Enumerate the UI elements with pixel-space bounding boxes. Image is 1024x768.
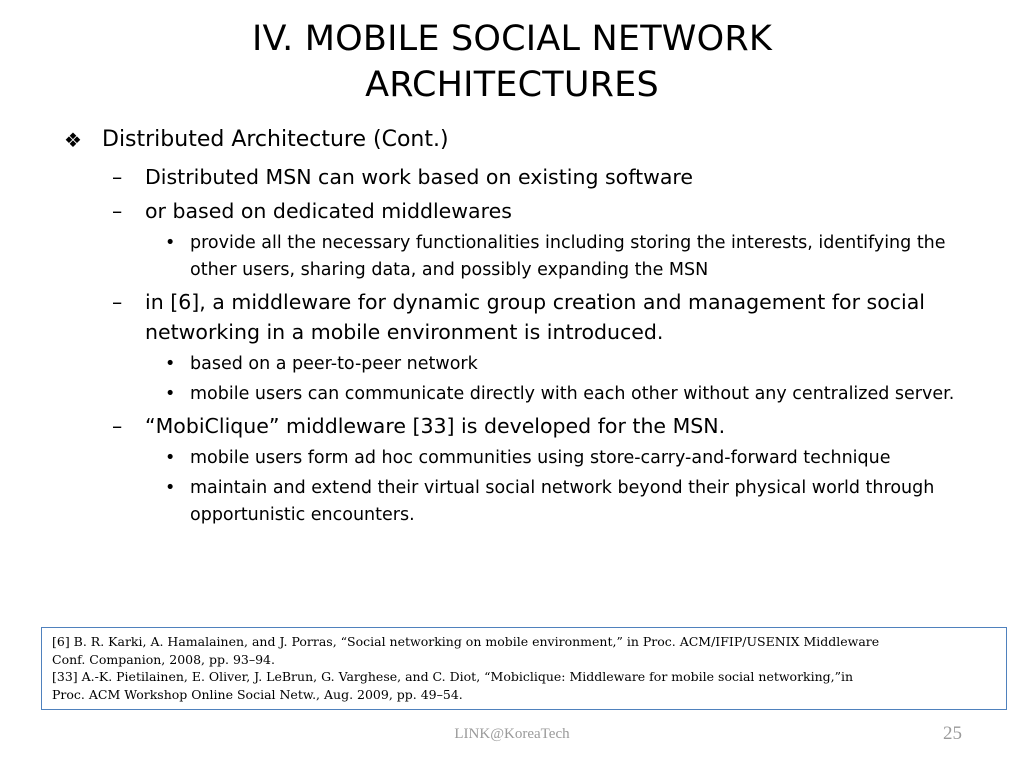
bullet-text: or based on dedicated middlewares: [145, 199, 512, 223]
bullet-text: based on a peer-to-peer network: [190, 354, 478, 374]
references-box: [41, 627, 1007, 710]
reference-6-line-1: [6] B. R. Karki, A. Hamalainen, and J. Porras, “Social networking on mobile environment,” in Proc. ACM/IFIP/USENIX Middleware: [52, 634, 880, 649]
dot-bullet-icon: •: [165, 384, 176, 404]
footer-text: LINK@KoreaTech: [454, 726, 570, 742]
bullet-text: mobile users form ad hoc communities using store-carry-and-forward technique: [190, 448, 891, 468]
bullet-text: provide all the necessary functionalities including storing the interests, identifying the other users, sharing data, and possibly expanding the MSN: [190, 233, 946, 280]
slide-title: [0, 16, 1024, 108]
bullet-list: [62, 124, 982, 532]
bullet-level2: [112, 196, 982, 226]
dot-bullet-icon: •: [165, 478, 176, 498]
dash-bullet-icon: –: [112, 165, 123, 189]
reference-6-line-2: Conf. Companion, 2008, pp. 93–94.: [52, 651, 275, 667]
bullet-text: in [6], a middleware for dynamic group creation and management for social networking in a mobile environment is introduced.: [145, 290, 925, 344]
dash-bullet-icon: –: [112, 414, 123, 438]
dash-bullet-icon: –: [112, 290, 123, 314]
reference-33-line-2: Proc. ACM Workshop Online Social Netw., Aug. 2009, pp. 49–54.: [52, 686, 463, 702]
bullet-text: “MobiClique” middleware [33] is developed for the MSN.: [145, 414, 726, 438]
bullet-text: mobile users can communicate directly with each other without any centralized server.: [190, 384, 955, 404]
diamond-bullet-icon: ❖: [64, 128, 82, 152]
dot-bullet-icon: •: [165, 233, 176, 253]
bullet-level2: [112, 287, 982, 347]
dash-bullet-icon: –: [112, 199, 123, 223]
bullet-level3: [165, 351, 982, 378]
slide-title-line-2: ARCHITECTURES: [365, 65, 659, 105]
page-number: 25: [943, 723, 962, 744]
bullet-text: maintain and extend their virtual social network beyond their physical world through opportunistic encounters.: [190, 478, 935, 525]
bullet-level3: [165, 475, 982, 529]
bullet-level1: [62, 124, 982, 156]
bullet-level3: [165, 445, 982, 472]
bullet-level2: [112, 162, 982, 192]
bullet-level2: [112, 411, 982, 441]
dot-bullet-icon: •: [165, 448, 176, 468]
bullet-text: Distributed Architecture (Cont.): [102, 127, 449, 152]
dot-bullet-icon: •: [165, 354, 176, 374]
bullet-level3: [165, 230, 982, 284]
bullet-level3: [165, 381, 982, 408]
bullet-text: Distributed MSN can work based on existing software: [145, 165, 694, 189]
slide-title-line-1: IV. MOBILE SOCIAL NETWORK: [251, 19, 773, 59]
reference-33-line-1: [33] A.-K. Pietilainen, E. Oliver, J. LeBrun, G. Varghese, and C. Diot, “Mobiclique: Middleware for mobile social networking,”in: [52, 669, 854, 684]
